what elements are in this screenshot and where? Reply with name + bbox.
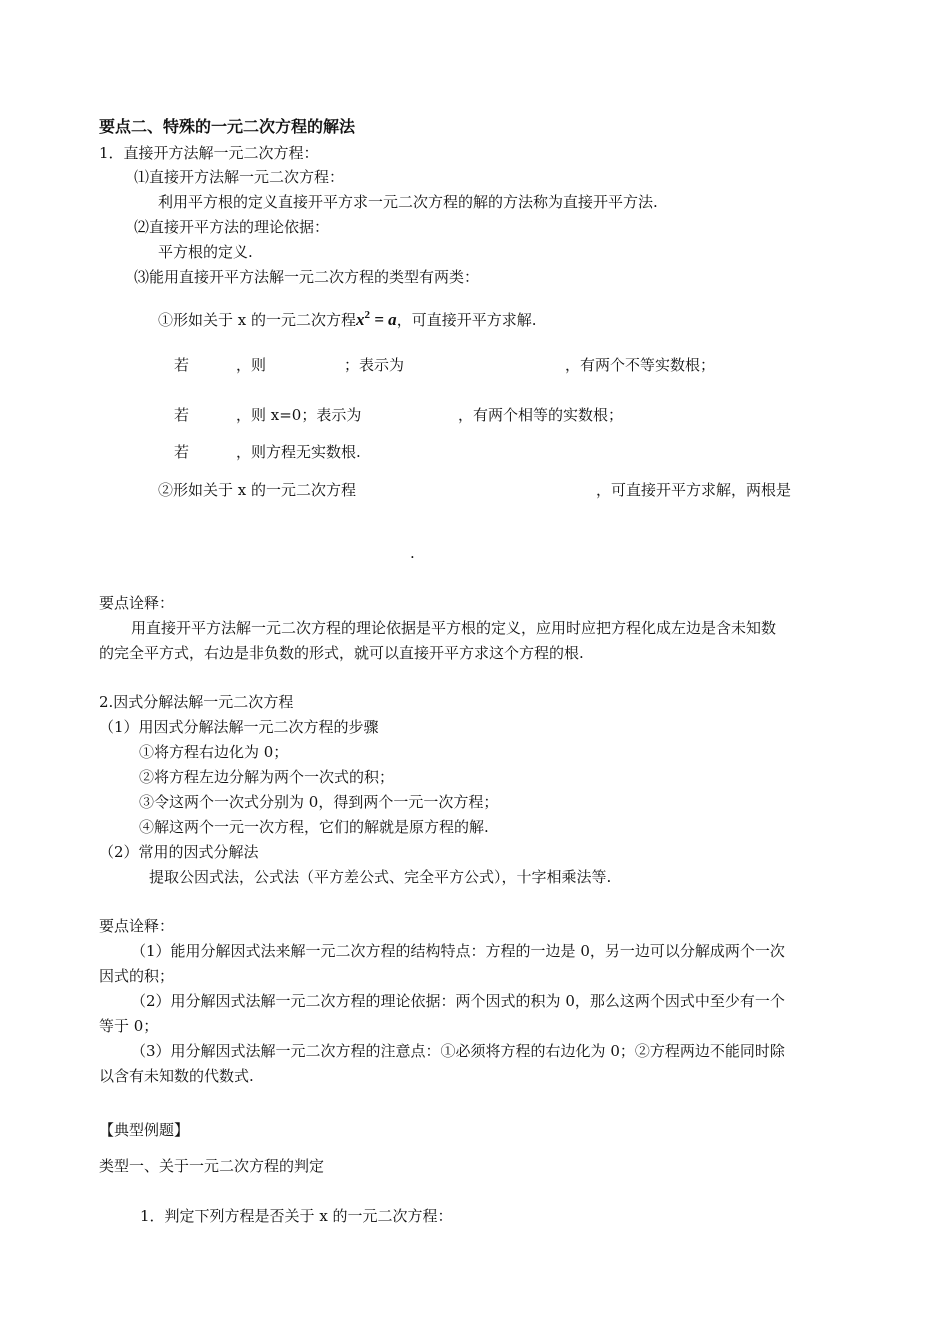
item2-sub2-heading: （2）常用的因式分解法	[99, 843, 259, 861]
form1-line	[158, 305, 536, 330]
examples-heading: 【典型例题】	[99, 1121, 190, 1139]
case1-then: ，则	[236, 356, 267, 374]
case2-result: ，有两个相等的实数根；	[458, 406, 624, 424]
item2-heading: 2.因式分解法解一元二次方程	[99, 693, 294, 711]
case1-shown: ；表示为	[344, 356, 405, 374]
case3-if: 若	[174, 443, 190, 461]
case2-then: ，则 x=0；表示为	[236, 406, 362, 424]
form1-prefix: ①形如关于 x 的一元二次方程	[158, 311, 356, 329]
item1-sub2-text: 平方根的定义.	[158, 243, 253, 261]
form2-prefix: ②形如关于 x 的一元二次方程	[158, 481, 356, 499]
step-3: ③令这两个一次式分别为 0，得到两个一元一次方程；	[139, 793, 499, 811]
example-q1: 1．判定下列方程是否关于 x 的一元二次方程：	[140, 1207, 453, 1225]
note2-p3-line1: （3）用分解因式法解一元二次方程的注意点：①必须将方程的右边化为 0；②方程两边不能同时除	[131, 1042, 785, 1060]
step-4: ④解这两个一元一次方程，它们的解就是原方程的解.	[139, 818, 489, 836]
case2-if: 若	[174, 406, 190, 424]
note2-p2-line1: （2）用分解因式法解一元二次方程的理论依据：两个因式的积为 0，那么这两个因式中至少有一个	[131, 992, 785, 1010]
case1-if: 若	[174, 356, 190, 374]
item1-sub2-heading: ⑵直接开平方法的理论依据：	[134, 218, 330, 236]
form2-suffix: ，可直接开平方求解，两根是	[596, 481, 792, 499]
example-type1: 类型一、关于一元二次方程的判定	[99, 1157, 325, 1175]
item2-sub1-heading: （1）用因式分解法解一元二次方程的步骤	[99, 718, 379, 736]
note2-p1-line1: （1）能用分解因式法来解一元二次方程的结构特点：方程的一边是 0，另一边可以分解成两个一次	[131, 942, 785, 960]
item1-heading: 1．直接开方法解一元二次方程：	[99, 144, 319, 162]
note2-heading: 要点诠释：	[99, 917, 175, 935]
note1-heading: 要点诠释：	[99, 594, 175, 612]
case3-then: ，则方程无实数根.	[236, 443, 361, 461]
item2-sub2-text: 提取公因式法，公式法（平方差公式、完全平方公式），十字相乘法等.	[149, 868, 612, 886]
form1-equation: $x^2 = a$	[356, 309, 397, 329]
step-1: ①将方程右边化为 0；	[139, 743, 289, 761]
form2-end: .	[410, 544, 415, 562]
note1-line1: 用直接开平方法解一元二次方程的理论依据是平方根的定义，应用时应把方程化成左边是含未知数	[131, 619, 777, 637]
section-title: 要点二、特殊的一元二次方程的解法	[99, 117, 356, 136]
item1-sub1-heading: ⑴直接开方法解一元二次方程：	[134, 168, 345, 186]
note2-p3-line2: 以含有未知数的代数式.	[99, 1067, 254, 1085]
case1-result: ，有两个不等实数根；	[565, 356, 716, 374]
item1-sub1-text: 利用平方根的定义直接开平方求一元二次方程的解的方法称为直接开平方法.	[158, 193, 658, 211]
note1-line2: 的完全平方式，右边是非负数的形式，就可以直接开平方求这个方程的根.	[99, 644, 584, 662]
step-2: ②将方程左边分解为两个一次式的积；	[139, 768, 395, 786]
note2-p2-line2: 等于 0；	[99, 1017, 159, 1035]
form1-suffix: ，可直接开平方求解.	[396, 311, 537, 329]
item1-sub3-heading: ⑶能用直接开平方法解一元二次方程的类型有两类：	[134, 268, 480, 286]
note2-p1-line2: 因式的积；	[99, 967, 175, 985]
